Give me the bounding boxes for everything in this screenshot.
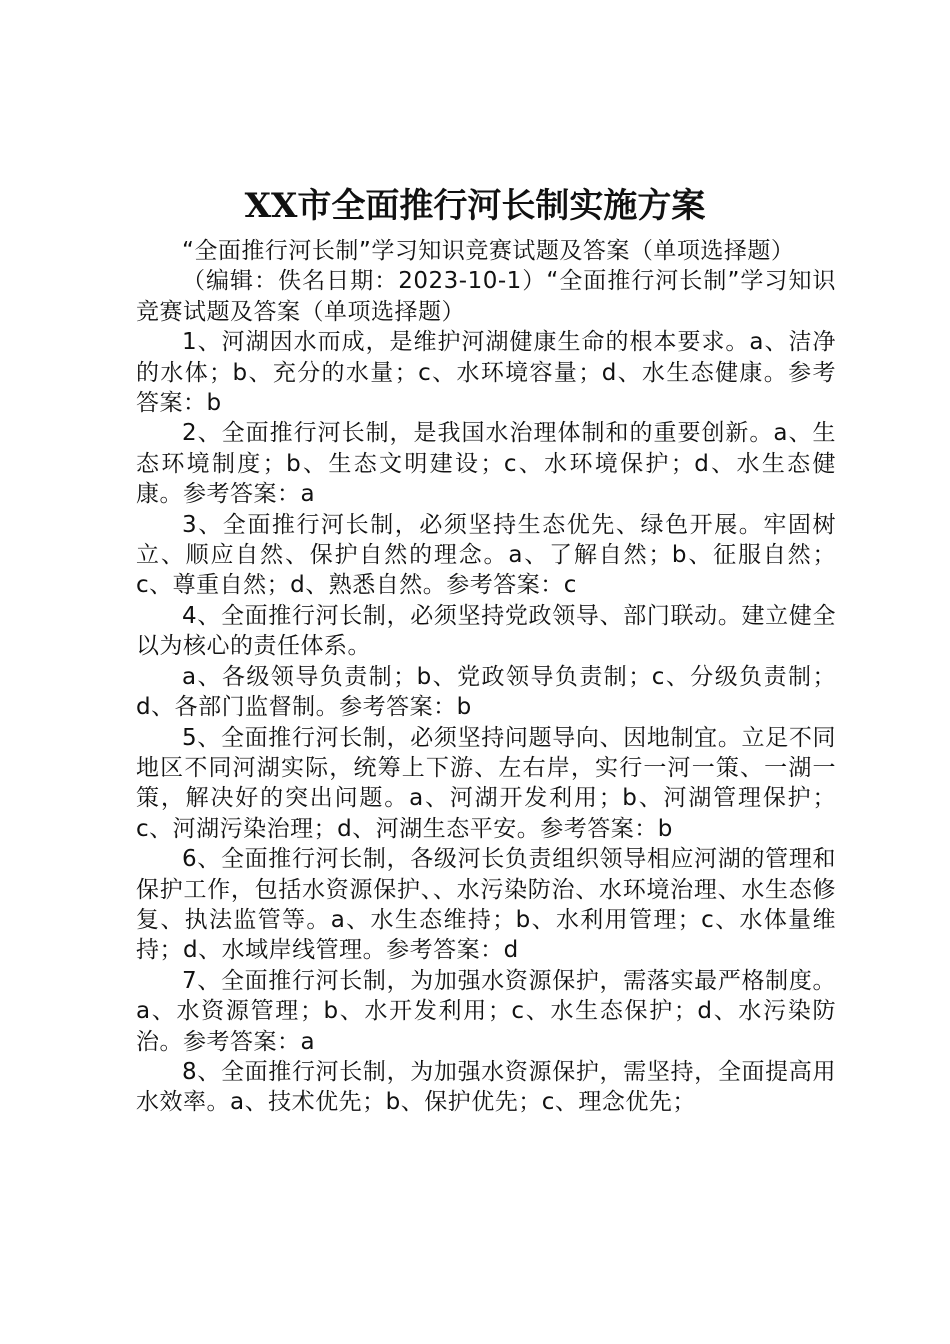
question-8: 8、全面推行河长制，为加强水资源保护，需坚持，全面提高用水效率。a、技术优先；b、保护优先；c、理念优先； (136, 1058, 836, 1116)
question-7: 7、全面推行河长制，为加强水资源保护，需落实最严格制度。a、水资源管理；b、水开发利用；c、水生态保护；d、水污染防治。参考答案：a (136, 967, 836, 1055)
document-title: XX市全面推行河长制实施方案 (244, 186, 706, 226)
editor-info-paragraph: （编辑：佚名日期：2023-10-1）“全面推行河长制”学习知识竞赛试题及答案（单项选择题） (136, 268, 836, 325)
question-5: 5、全面推行河长制，必须坚持问题导向、因地制宜。立足不同地区不同河湖实际，统筹上下游、左右岸，实行一河一策、一湖一策，解决好的突出问题。a、河湖开发利用；b、河湖管理保护；c、河湖污染治理；d、河湖生态平安。参考答案：b (136, 724, 836, 842)
question-6: 6、全面推行河长制，各级河长负责组织领导相应河湖的管理和保护工作，包括水资源保护、、水污染防治、水环境治理、水生态修复、执法监管等。a、水生态维持；b、水利用管理；c、水体量维持；d、水域岸线管理。参考答案：d (136, 846, 836, 964)
question-4-options: a、各级领导负责制；b、党政领导负责制；c、分级负责制；d、各部门监督制。参考答案：b (136, 663, 836, 721)
subtitle-paragraph: “全面推行河长制”学习知识竞赛试题及答案（单项选择题） (182, 238, 795, 264)
question-2: 2、全面推行河长制，是我国水治理体制和的重要创新。a、生态环境制度；b、生态文明建设；c、水环境保护；d、水生态健康。参考答案：a (136, 420, 836, 508)
question-1: 1、河湖因水而成，是维护河湖健康生命的根本要求。a、洁净的水体；b、充分的水量；c、水环境容量；d、水生态健康。参考答案：b (136, 329, 836, 417)
document-body (136, 236, 836, 1118)
question-4: 4、全面推行河长制，必须坚持党政领导、部门联动。建立健全以为核心的责任体系。 (136, 602, 836, 660)
question-3: 3、全面推行河长制，必须坚持生态优先、绿色开展。牢固树立、顺应自然、保护自然的理念。a、了解自然；b、征服自然；c、尊重自然；d、熟悉自然。参考答案：c (136, 511, 836, 599)
